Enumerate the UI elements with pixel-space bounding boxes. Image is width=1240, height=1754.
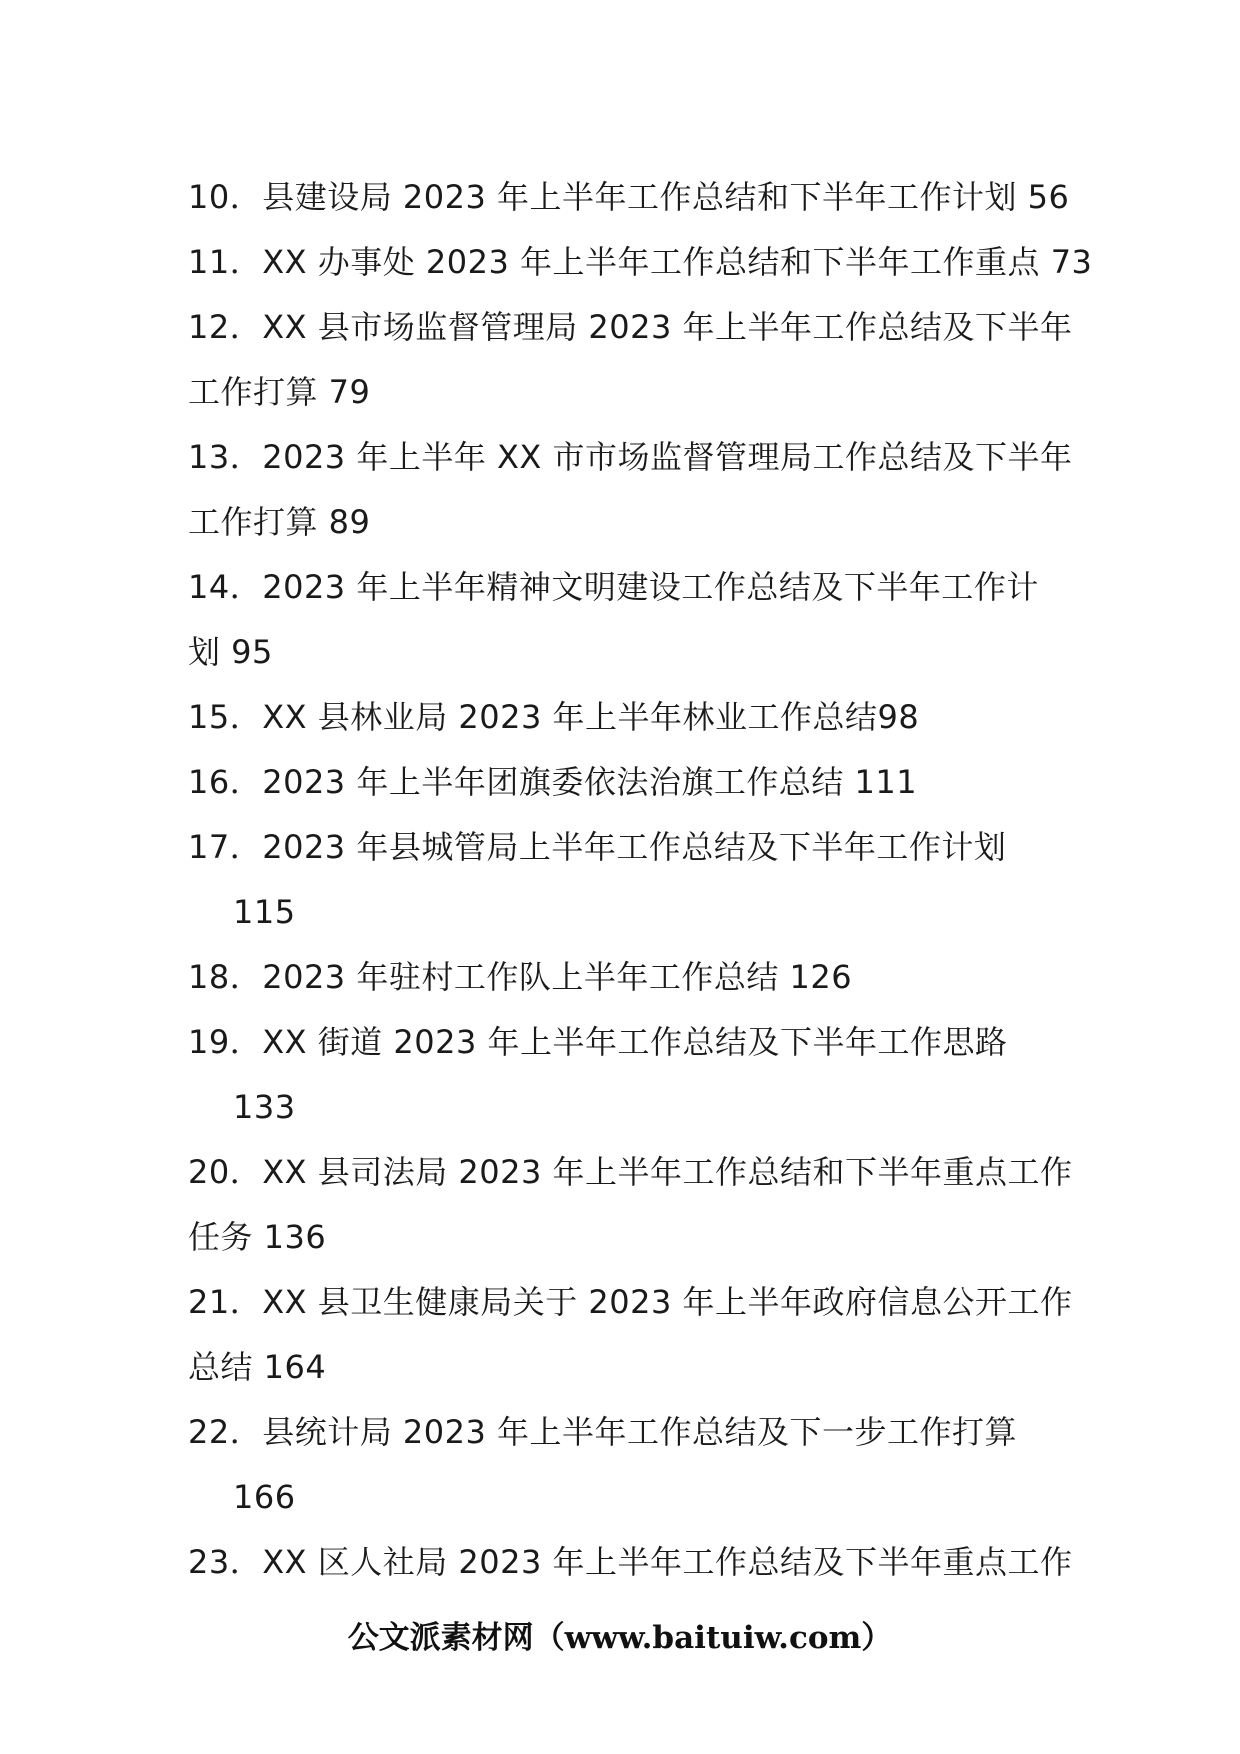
toc-entry-17-page: 115 [233, 893, 296, 931]
toc-entry-19-page: 133 [233, 1088, 296, 1126]
toc-entry-22: 22．县统计局 2023 年上半年工作总结及下一步工作打算 [188, 1413, 1018, 1451]
toc-entry-21-continued: 总结 164 [188, 1348, 327, 1386]
toc-entry-18: 18．2023 年驻村工作队上半年工作总结 126 [188, 958, 853, 996]
toc-entry-14: 14．2023 年上半年精神文明建设工作总结及下半年工作计 [188, 568, 1039, 606]
toc-entry-12: 12．XX 县市场监督管理局 2023 年上半年工作总结及下半年 [188, 308, 1073, 346]
toc-entry-23: 23．XX 区人社局 2023 年上半年工作总结及下半年重点工作 [188, 1543, 1073, 1581]
toc-entry-21: 21．XX 县卫生健康局关于 2023 年上半年政府信息公开工作 [188, 1283, 1073, 1321]
toc-entry-20-continued: 任务 136 [188, 1218, 327, 1256]
toc-entry-15: 15．XX 县林业局 2023 年上半年林业工作总结98 [188, 698, 920, 736]
toc-entry-11: 11．XX 办事处 2023 年上半年工作总结和下半年工作重点 73 [188, 243, 1093, 281]
table-of-contents [188, 165, 1093, 1595]
toc-entry-10: 10．县建设局 2023 年上半年工作总结和下半年工作计划 56 [188, 178, 1070, 216]
toc-entry-22-page: 166 [233, 1478, 296, 1516]
toc-entry-19: 19．XX 街道 2023 年上半年工作总结及下半年工作思路 [188, 1023, 1008, 1061]
toc-entry-16: 16．2023 年上半年团旗委依法治旗工作总结 111 [188, 763, 918, 801]
toc-entry-12-continued: 工作打算 79 [188, 373, 371, 411]
toc-entry-14-continued: 划 95 [188, 633, 273, 671]
toc-entry-13: 13．2023 年上半年 XX 市市场监督管理局工作总结及下半年 [188, 438, 1073, 476]
toc-entry-20: 20．XX 县司法局 2023 年上半年工作总结和下半年重点工作 [188, 1153, 1073, 1191]
footer-source: 公文派素材网（www.baituiw.com） [347, 1620, 893, 1656]
toc-entry-17: 17．2023 年县城管局上半年工作总结及下半年工作计划 [188, 828, 1007, 866]
toc-entry-13-continued: 工作打算 89 [188, 503, 371, 541]
